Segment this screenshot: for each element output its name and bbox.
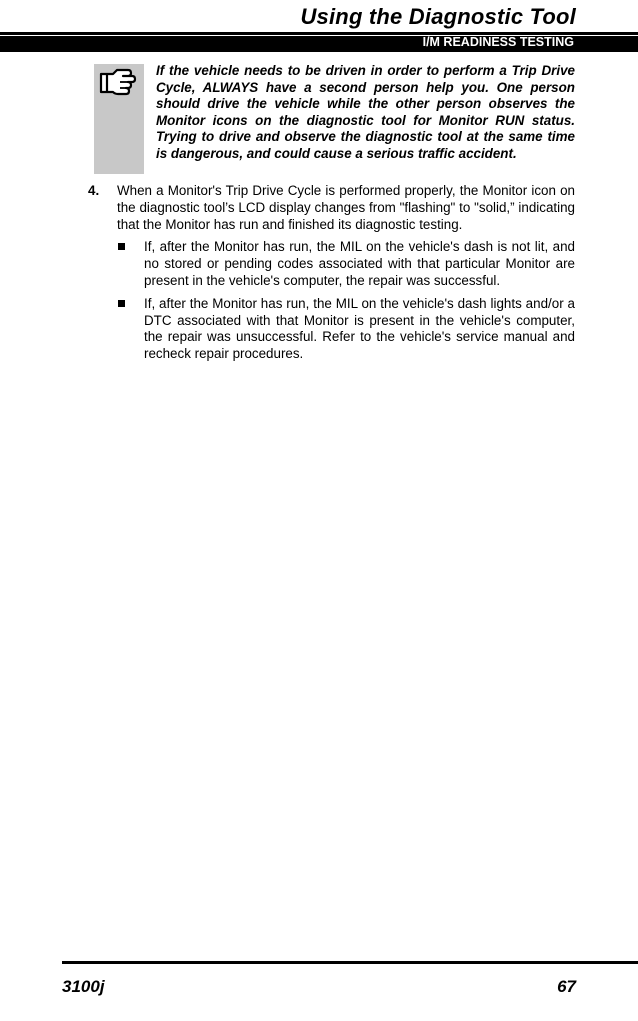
step-number: 4.: [88, 183, 100, 198]
list-item: [88, 239, 575, 289]
page-header-title: Using the Diagnostic Tool: [300, 4, 576, 29]
pointing-hand-note-icon: [98, 68, 138, 102]
result-bullet-list: [88, 239, 575, 363]
square-bullet-icon: [118, 243, 125, 250]
page-number: 67: [557, 977, 576, 996]
list-item: [88, 296, 575, 363]
step-text: When a Monitor's Trip Drive Cycle is performed properly, the Monitor icon on the diagnostic tool’s LCD display changes from "flashing" to "solid,” indicating that the Monitor has run and finished its diagnostic testing.: [117, 183, 575, 232]
bullet-text: If, after the Monitor has run, the MIL on the vehicle's dash lights and/or a DTC associated with that Monitor is present in the vehicle's computer, the repair was unsuccessful. Refer to the vehicle's service manual and recheck repair procedures.: [144, 295, 575, 362]
footer-model: 3100j: [62, 977, 105, 996]
bullet-text: If, after the Monitor has run, the MIL on the vehicle's dash is not lit, and no stored or pending codes associated with that particular Monitor are present in the vehicle's computer, the repair was successful.: [144, 239, 575, 288]
step-4: [88, 183, 575, 369]
note-box: [94, 64, 144, 174]
square-bullet-icon: [118, 300, 125, 307]
header-section-title: I/M READINESS TESTING: [422, 35, 574, 49]
warning-note-text: If the vehicle needs to be driven in order to perform a Trip Drive Cycle, ALWAYS have a second person help you. One person should drive the vehicle while the other person observes the Monitor icons on the diagnostic tool for Monitor RUN status. Trying to drive and observe the diagnostic tool at the same time is dangerous, and could cause a serious traffic accident.: [156, 63, 575, 161]
footer-rule: [62, 961, 638, 964]
